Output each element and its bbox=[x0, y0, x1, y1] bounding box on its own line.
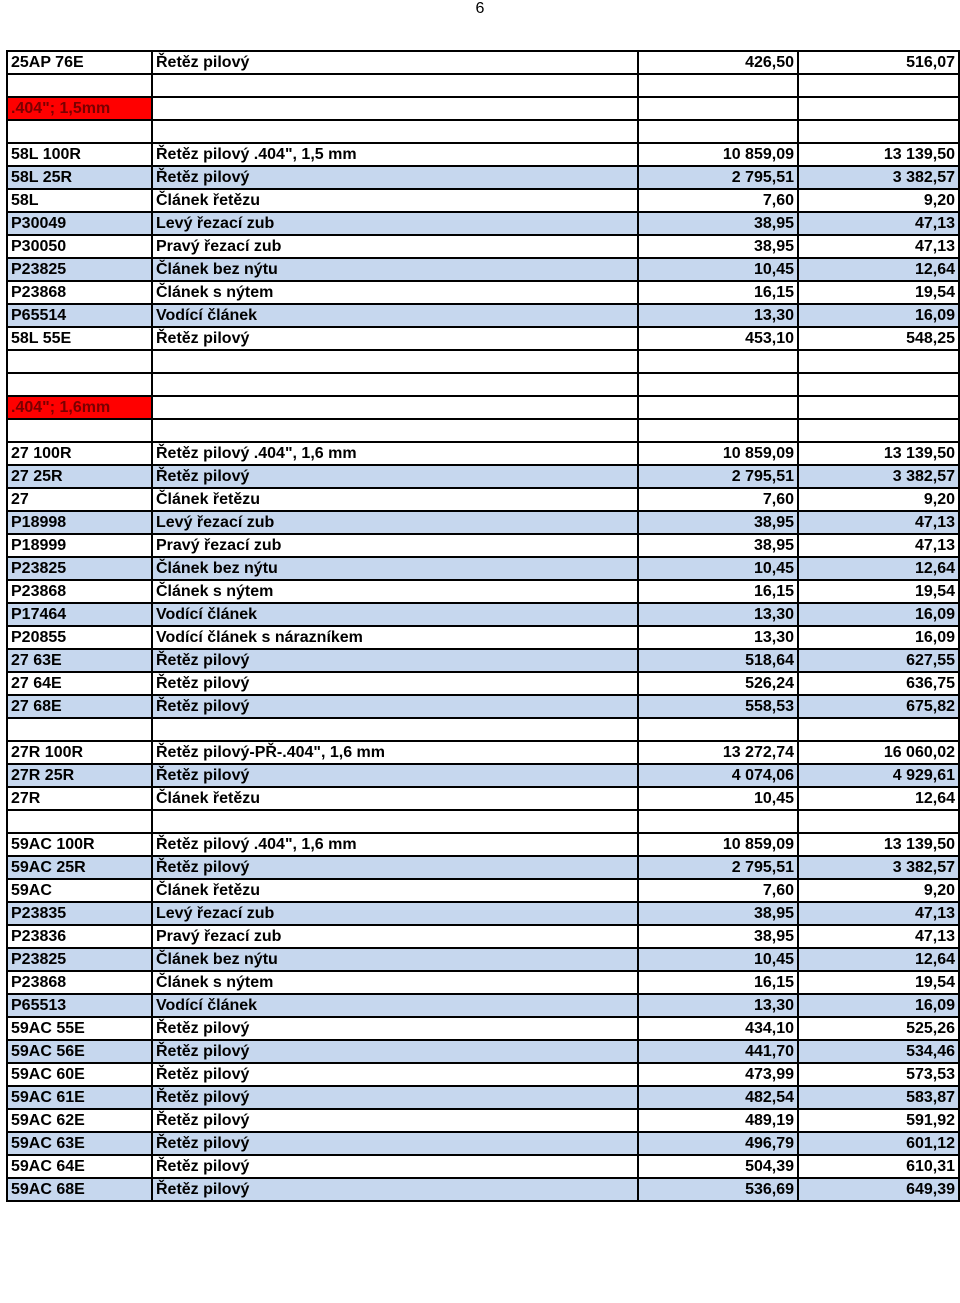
table-row bbox=[7, 741, 959, 764]
table-row bbox=[7, 1155, 959, 1178]
price-without-vat-cell: 558,53 bbox=[638, 695, 798, 718]
item-name-cell: Vodící článek bbox=[152, 603, 638, 626]
item-name-cell: Článek bez nýtu bbox=[152, 557, 638, 580]
item-name-cell: Řetěz pilový bbox=[152, 695, 638, 718]
item-name-cell: Článek řetězu bbox=[152, 787, 638, 810]
item-name-cell: Řetěz pilový bbox=[152, 327, 638, 350]
price-with-vat-cell: 601,12 bbox=[798, 1132, 959, 1155]
item-code-cell: P18998 bbox=[7, 511, 152, 534]
price-with-vat-cell: 583,87 bbox=[798, 1086, 959, 1109]
empty-cell bbox=[152, 74, 638, 97]
price-with-vat-cell: 9,20 bbox=[798, 189, 959, 212]
table-row bbox=[7, 166, 959, 189]
price-with-vat-cell: 573,53 bbox=[798, 1063, 959, 1086]
empty-row bbox=[7, 419, 959, 442]
item-code-cell: 58L 55E bbox=[7, 327, 152, 350]
item-code-cell: P23825 bbox=[7, 258, 152, 281]
item-name-cell: Řetěz pilový .404", 1,5 mm bbox=[152, 143, 638, 166]
empty-cell bbox=[638, 718, 798, 741]
empty-row bbox=[7, 74, 959, 97]
price-without-vat-cell: 38,95 bbox=[638, 212, 798, 235]
price-without-vat-cell: 13,30 bbox=[638, 603, 798, 626]
table-row bbox=[7, 534, 959, 557]
page-number: 6 bbox=[475, 0, 485, 17]
price-with-vat-cell: 636,75 bbox=[798, 672, 959, 695]
price-with-vat-cell: 9,20 bbox=[798, 879, 959, 902]
item-code-cell: P23825 bbox=[7, 557, 152, 580]
item-name-cell: Řetěz pilový-PŘ-.404", 1,6 mm bbox=[152, 741, 638, 764]
empty-cell bbox=[152, 810, 638, 833]
item-name-cell: Pravý řezací zub bbox=[152, 235, 638, 258]
empty-cell bbox=[638, 350, 798, 373]
item-code-cell: P18999 bbox=[7, 534, 152, 557]
empty-cell bbox=[798, 718, 959, 741]
item-code-cell: 59AC 61E bbox=[7, 1086, 152, 1109]
table-row bbox=[7, 51, 959, 74]
price-without-vat-cell: 504,39 bbox=[638, 1155, 798, 1178]
price-without-vat-cell: 10 859,09 bbox=[638, 442, 798, 465]
item-name-cell: Řetěz pilový bbox=[152, 1132, 638, 1155]
item-name-cell: Řetěz pilový bbox=[152, 1109, 638, 1132]
table-row bbox=[7, 833, 959, 856]
empty-cell bbox=[152, 97, 638, 120]
price-without-vat-cell: 526,24 bbox=[638, 672, 798, 695]
price-without-vat-cell: 536,69 bbox=[638, 1178, 798, 1201]
empty-cell bbox=[638, 373, 798, 396]
price-without-vat-cell: 4 074,06 bbox=[638, 764, 798, 787]
empty-cell bbox=[798, 373, 959, 396]
table-row bbox=[7, 212, 959, 235]
price-without-vat-cell: 441,70 bbox=[638, 1040, 798, 1063]
table-row bbox=[7, 304, 959, 327]
item-name-cell: Řetěz pilový bbox=[152, 1086, 638, 1109]
price-with-vat-cell: 47,13 bbox=[798, 902, 959, 925]
price-table-body bbox=[7, 51, 959, 1201]
price-without-vat-cell: 16,15 bbox=[638, 281, 798, 304]
item-name-cell: Pravý řezací zub bbox=[152, 534, 638, 557]
empty-cell bbox=[7, 74, 152, 97]
price-without-vat-cell: 7,60 bbox=[638, 189, 798, 212]
item-code-cell: 58L 25R bbox=[7, 166, 152, 189]
price-with-vat-cell: 12,64 bbox=[798, 948, 959, 971]
empty-cell bbox=[7, 373, 152, 396]
table-row bbox=[7, 695, 959, 718]
item-name-cell: Řetěz pilový bbox=[152, 856, 638, 879]
table-row bbox=[7, 557, 959, 580]
empty-cell bbox=[152, 373, 638, 396]
item-code-cell: 27 64E bbox=[7, 672, 152, 695]
table-row bbox=[7, 442, 959, 465]
price-with-vat-cell: 516,07 bbox=[798, 51, 959, 74]
item-name-cell: Článek bez nýtu bbox=[152, 948, 638, 971]
empty-cell bbox=[152, 396, 638, 419]
price-with-vat-cell: 12,64 bbox=[798, 258, 959, 281]
price-without-vat-cell: 482,54 bbox=[638, 1086, 798, 1109]
item-code-cell: 25AP 76E bbox=[7, 51, 152, 74]
price-with-vat-cell: 16 060,02 bbox=[798, 741, 959, 764]
item-name-cell: Levý řezací zub bbox=[152, 902, 638, 925]
price-with-vat-cell: 19,54 bbox=[798, 281, 959, 304]
item-name-cell: Článek s nýtem bbox=[152, 281, 638, 304]
item-name-cell: Levý řezací zub bbox=[152, 212, 638, 235]
table-row bbox=[7, 258, 959, 281]
table-row bbox=[7, 879, 959, 902]
price-with-vat-cell: 627,55 bbox=[798, 649, 959, 672]
table-row bbox=[7, 189, 959, 212]
table-row bbox=[7, 925, 959, 948]
price-with-vat-cell: 9,20 bbox=[798, 488, 959, 511]
table-row bbox=[7, 672, 959, 695]
price-without-vat-cell: 38,95 bbox=[638, 902, 798, 925]
table-row bbox=[7, 971, 959, 994]
section-label: .404"; 1,5mm bbox=[7, 97, 152, 120]
price-without-vat-cell: 10 859,09 bbox=[638, 833, 798, 856]
table-row bbox=[7, 1040, 959, 1063]
item-code-cell: 27R 100R bbox=[7, 741, 152, 764]
item-code-cell: 58L bbox=[7, 189, 152, 212]
price-without-vat-cell: 38,95 bbox=[638, 511, 798, 534]
price-table bbox=[6, 50, 960, 1202]
item-code-cell: 59AC 60E bbox=[7, 1063, 152, 1086]
item-code-cell: P23868 bbox=[7, 971, 152, 994]
item-code-cell: P23825 bbox=[7, 948, 152, 971]
price-with-vat-cell: 548,25 bbox=[798, 327, 959, 350]
item-code-cell: P23836 bbox=[7, 925, 152, 948]
item-code-cell: 27 63E bbox=[7, 649, 152, 672]
item-code-cell: 27 bbox=[7, 488, 152, 511]
item-code-cell: P30049 bbox=[7, 212, 152, 235]
item-code-cell: P65514 bbox=[7, 304, 152, 327]
empty-cell bbox=[7, 810, 152, 833]
item-code-cell: 59AC 68E bbox=[7, 1178, 152, 1201]
item-code-cell: 27R bbox=[7, 787, 152, 810]
empty-row bbox=[7, 373, 959, 396]
table-row bbox=[7, 1063, 959, 1086]
empty-cell bbox=[798, 419, 959, 442]
price-without-vat-cell: 2 795,51 bbox=[638, 465, 798, 488]
price-without-vat-cell: 38,95 bbox=[638, 925, 798, 948]
price-without-vat-cell: 10 859,09 bbox=[638, 143, 798, 166]
empty-cell bbox=[638, 97, 798, 120]
item-code-cell: 27 25R bbox=[7, 465, 152, 488]
item-code-cell: 59AC 56E bbox=[7, 1040, 152, 1063]
table-row bbox=[7, 787, 959, 810]
item-code-cell: 59AC 55E bbox=[7, 1017, 152, 1040]
empty-cell bbox=[798, 74, 959, 97]
table-row bbox=[7, 1178, 959, 1201]
item-code-cell: P65513 bbox=[7, 994, 152, 1017]
table-row bbox=[7, 1086, 959, 1109]
price-without-vat-cell: 426,50 bbox=[638, 51, 798, 74]
price-with-vat-cell: 47,13 bbox=[798, 534, 959, 557]
price-with-vat-cell: 3 382,57 bbox=[798, 166, 959, 189]
empty-cell bbox=[638, 120, 798, 143]
price-without-vat-cell: 13 272,74 bbox=[638, 741, 798, 764]
price-with-vat-cell: 13 139,50 bbox=[798, 143, 959, 166]
item-name-cell: Vodící článek bbox=[152, 304, 638, 327]
item-name-cell: Řetěz pilový bbox=[152, 1178, 638, 1201]
empty-row bbox=[7, 718, 959, 741]
item-name-cell: Článek s nýtem bbox=[152, 971, 638, 994]
item-name-cell: Řetěz pilový bbox=[152, 1017, 638, 1040]
table-row bbox=[7, 626, 959, 649]
price-with-vat-cell: 19,54 bbox=[798, 580, 959, 603]
price-with-vat-cell: 47,13 bbox=[798, 212, 959, 235]
empty-cell bbox=[798, 396, 959, 419]
item-code-cell: 59AC 62E bbox=[7, 1109, 152, 1132]
item-name-cell: Řetěz pilový bbox=[152, 465, 638, 488]
item-name-cell: Řetěz pilový bbox=[152, 764, 638, 787]
table-row bbox=[7, 327, 959, 350]
item-code-cell: 58L 100R bbox=[7, 143, 152, 166]
price-with-vat-cell: 4 929,61 bbox=[798, 764, 959, 787]
price-without-vat-cell: 2 795,51 bbox=[638, 166, 798, 189]
empty-cell bbox=[798, 120, 959, 143]
price-without-vat-cell: 489,19 bbox=[638, 1109, 798, 1132]
price-with-vat-cell: 12,64 bbox=[798, 787, 959, 810]
table-row bbox=[7, 1109, 959, 1132]
price-without-vat-cell: 10,45 bbox=[638, 258, 798, 281]
item-name-cell: Článek řetězu bbox=[152, 488, 638, 511]
price-without-vat-cell: 473,99 bbox=[638, 1063, 798, 1086]
price-with-vat-cell: 13 139,50 bbox=[798, 833, 959, 856]
price-with-vat-cell: 12,64 bbox=[798, 557, 959, 580]
price-with-vat-cell: 534,46 bbox=[798, 1040, 959, 1063]
item-name-cell: Článek bez nýtu bbox=[152, 258, 638, 281]
price-with-vat-cell: 591,92 bbox=[798, 1109, 959, 1132]
price-without-vat-cell: 453,10 bbox=[638, 327, 798, 350]
table-row bbox=[7, 488, 959, 511]
empty-cell bbox=[152, 718, 638, 741]
empty-row bbox=[7, 350, 959, 373]
section-header-row bbox=[7, 97, 959, 120]
item-code-cell: P23835 bbox=[7, 902, 152, 925]
empty-cell bbox=[638, 74, 798, 97]
item-code-cell: 27 68E bbox=[7, 695, 152, 718]
item-code-cell: 59AC bbox=[7, 879, 152, 902]
price-with-vat-cell: 3 382,57 bbox=[798, 856, 959, 879]
table-row bbox=[7, 1132, 959, 1155]
price-without-vat-cell: 10,45 bbox=[638, 557, 798, 580]
price-with-vat-cell: 13 139,50 bbox=[798, 442, 959, 465]
item-code-cell: 59AC 100R bbox=[7, 833, 152, 856]
table-row bbox=[7, 994, 959, 1017]
item-name-cell: Řetěz pilový bbox=[152, 51, 638, 74]
empty-cell bbox=[152, 120, 638, 143]
price-without-vat-cell: 7,60 bbox=[638, 879, 798, 902]
empty-cell bbox=[152, 419, 638, 442]
table-row bbox=[7, 1017, 959, 1040]
empty-cell bbox=[798, 350, 959, 373]
price-with-vat-cell: 610,31 bbox=[798, 1155, 959, 1178]
item-name-cell: Řetěz pilový bbox=[152, 1155, 638, 1178]
table-row bbox=[7, 902, 959, 925]
table-row bbox=[7, 580, 959, 603]
price-without-vat-cell: 2 795,51 bbox=[638, 856, 798, 879]
item-code-cell: 59AC 64E bbox=[7, 1155, 152, 1178]
item-name-cell: Článek řetězu bbox=[152, 879, 638, 902]
item-code-cell: P17464 bbox=[7, 603, 152, 626]
price-without-vat-cell: 13,30 bbox=[638, 994, 798, 1017]
price-with-vat-cell: 47,13 bbox=[798, 925, 959, 948]
price-without-vat-cell: 13,30 bbox=[638, 626, 798, 649]
item-name-cell: Řetěz pilový bbox=[152, 1040, 638, 1063]
table-row bbox=[7, 764, 959, 787]
table-row bbox=[7, 281, 959, 304]
item-code-cell: 59AC 63E bbox=[7, 1132, 152, 1155]
price-without-vat-cell: 496,79 bbox=[638, 1132, 798, 1155]
empty-cell bbox=[7, 718, 152, 741]
table-row bbox=[7, 511, 959, 534]
price-with-vat-cell: 47,13 bbox=[798, 235, 959, 258]
item-code-cell: 59AC 25R bbox=[7, 856, 152, 879]
item-name-cell: Řetěz pilový bbox=[152, 672, 638, 695]
table-row bbox=[7, 465, 959, 488]
price-with-vat-cell: 16,09 bbox=[798, 626, 959, 649]
table-row bbox=[7, 143, 959, 166]
empty-cell bbox=[7, 419, 152, 442]
item-name-cell: Řetěz pilový .404", 1,6 mm bbox=[152, 833, 638, 856]
empty-row bbox=[7, 120, 959, 143]
item-name-cell: Vodící článek s nárazníkem bbox=[152, 626, 638, 649]
price-with-vat-cell: 47,13 bbox=[798, 511, 959, 534]
price-with-vat-cell: 649,39 bbox=[798, 1178, 959, 1201]
empty-cell bbox=[798, 810, 959, 833]
price-without-vat-cell: 518,64 bbox=[638, 649, 798, 672]
item-name-cell: Pravý řezací zub bbox=[152, 925, 638, 948]
item-name-cell: Řetěz pilový bbox=[152, 166, 638, 189]
item-code-cell: P20855 bbox=[7, 626, 152, 649]
price-without-vat-cell: 16,15 bbox=[638, 580, 798, 603]
item-name-cell: Článek s nýtem bbox=[152, 580, 638, 603]
empty-cell bbox=[638, 396, 798, 419]
price-without-vat-cell: 10,45 bbox=[638, 948, 798, 971]
table-row bbox=[7, 235, 959, 258]
section-header-row bbox=[7, 396, 959, 419]
table-row bbox=[7, 856, 959, 879]
item-name-cell: Vodící článek bbox=[152, 994, 638, 1017]
section-label: .404"; 1,6mm bbox=[7, 396, 152, 419]
price-with-vat-cell: 16,09 bbox=[798, 304, 959, 327]
price-without-vat-cell: 13,30 bbox=[638, 304, 798, 327]
price-without-vat-cell: 38,95 bbox=[638, 534, 798, 557]
price-with-vat-cell: 16,09 bbox=[798, 994, 959, 1017]
price-without-vat-cell: 38,95 bbox=[638, 235, 798, 258]
price-without-vat-cell: 16,15 bbox=[638, 971, 798, 994]
empty-cell bbox=[7, 120, 152, 143]
empty-cell bbox=[152, 350, 638, 373]
item-code-cell: 27 100R bbox=[7, 442, 152, 465]
empty-cell bbox=[798, 97, 959, 120]
item-name-cell: Levý řezací zub bbox=[152, 511, 638, 534]
item-name-cell: Řetěz pilový bbox=[152, 1063, 638, 1086]
price-with-vat-cell: 675,82 bbox=[798, 695, 959, 718]
price-with-vat-cell: 16,09 bbox=[798, 603, 959, 626]
item-code-cell: P30050 bbox=[7, 235, 152, 258]
price-with-vat-cell: 3 382,57 bbox=[798, 465, 959, 488]
price-without-vat-cell: 7,60 bbox=[638, 488, 798, 511]
price-with-vat-cell: 525,26 bbox=[798, 1017, 959, 1040]
table-row bbox=[7, 948, 959, 971]
item-code-cell: P23868 bbox=[7, 281, 152, 304]
empty-cell bbox=[638, 810, 798, 833]
price-without-vat-cell: 10,45 bbox=[638, 787, 798, 810]
item-code-cell: P23868 bbox=[7, 580, 152, 603]
item-name-cell: Řetěz pilový bbox=[152, 649, 638, 672]
table-row bbox=[7, 649, 959, 672]
empty-row bbox=[7, 810, 959, 833]
item-code-cell: 27R 25R bbox=[7, 764, 152, 787]
price-with-vat-cell: 19,54 bbox=[798, 971, 959, 994]
empty-cell bbox=[7, 350, 152, 373]
item-name-cell: Článek řetězu bbox=[152, 189, 638, 212]
price-without-vat-cell: 434,10 bbox=[638, 1017, 798, 1040]
table-row bbox=[7, 603, 959, 626]
item-name-cell: Řetěz pilový .404", 1,6 mm bbox=[152, 442, 638, 465]
empty-cell bbox=[638, 419, 798, 442]
